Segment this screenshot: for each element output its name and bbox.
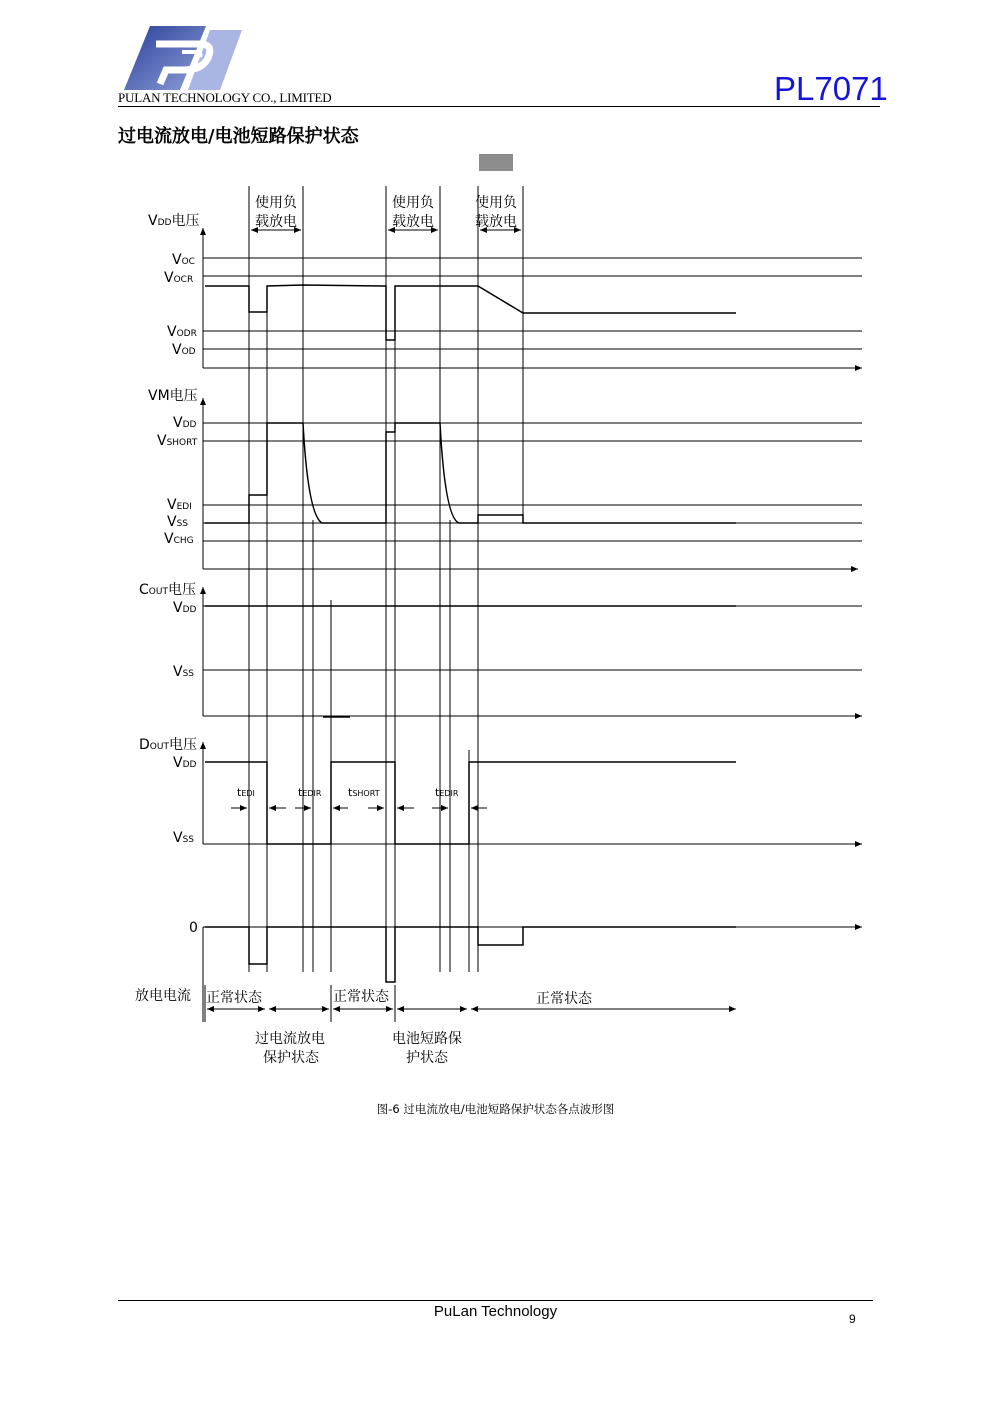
- vm-axis-title: VM电压: [148, 388, 198, 404]
- axes: [203, 228, 862, 1022]
- waveforms: [205, 285, 736, 982]
- tedir-label-1: tEDIR: [298, 786, 322, 799]
- load-label-2-line1: 使用负: [392, 195, 434, 211]
- load-label-1-line2: 载放电: [255, 214, 297, 230]
- section-title: 过电流放电/电池短路保护状态: [118, 126, 359, 147]
- vodr-label: VODR: [167, 324, 197, 340]
- load-label-3-line1: 使用负: [475, 195, 517, 211]
- timing-labels: [237, 786, 459, 799]
- normal-state-2: 正常状态: [333, 989, 389, 1005]
- page-number: 9: [849, 1312, 856, 1326]
- normal-state-3: 正常状态: [536, 991, 592, 1007]
- vedi-label: VEDI: [167, 497, 192, 513]
- vchg-label: VCHG: [164, 531, 194, 547]
- cout-vdd-label: VDD: [173, 600, 197, 616]
- load-label-1-line1: 使用负: [255, 195, 297, 211]
- short-state-line2: 护状态: [406, 1050, 448, 1066]
- model-number: PL7071: [774, 70, 888, 107]
- zero-current-label: 0: [189, 920, 198, 936]
- axis-labels: [135, 212, 199, 1004]
- footer-divider: [118, 1300, 873, 1301]
- vm-vss-label: VSS: [167, 514, 189, 530]
- cout-vss-label: VSS: [173, 664, 195, 680]
- vdd-waveform: [205, 285, 736, 340]
- company-name: PULAN TECHNOLOGY CO., LIMITED: [118, 90, 332, 105]
- dout-waveform: [205, 762, 736, 844]
- cout-axis-title: COUT电压: [139, 582, 196, 598]
- dout-axis-title: DOUT电压: [139, 737, 197, 753]
- load-label-3-line2: 载放电: [475, 214, 517, 230]
- current-axis-title: 放电电流: [135, 988, 191, 1004]
- vm-waveform: [205, 423, 303, 523]
- dout-vdd-label: VDD: [173, 755, 197, 771]
- dout-vss-label: VSS: [173, 830, 195, 846]
- vod-label: VOD: [172, 342, 196, 358]
- tshort-label: tSHORT: [348, 786, 380, 799]
- normal-state-1: 正常状态: [206, 990, 262, 1006]
- overcurrent-state-line1: 过电流放电: [255, 1031, 325, 1047]
- gray-marker: [479, 154, 513, 171]
- load-label-2-line2: 载放电: [392, 214, 434, 230]
- short-state-line1: 电池短路保: [392, 1031, 462, 1047]
- current-waveform: [205, 927, 736, 982]
- vm-decay-2: [440, 423, 736, 523]
- vm-decay-1: [303, 423, 440, 523]
- footer-text: PuLan Technology: [433, 1303, 558, 1320]
- vdd-axis-title: VDD电压: [148, 213, 200, 229]
- tedir-label-2: tEDIR: [435, 786, 459, 799]
- state-labels: [206, 988, 593, 1066]
- figure-caption: 图-6 过电流放电/电池短路保护状态各点波形图: [376, 1102, 615, 1116]
- vshort-label: VSHORT: [157, 433, 198, 449]
- reference-lines: [203, 258, 862, 670]
- tedi-label: tEDI: [237, 786, 255, 799]
- overcurrent-state-line2: 保护状态: [263, 1050, 319, 1066]
- vocr-label: VOCR: [164, 270, 194, 286]
- voc-label: VOC: [172, 252, 195, 268]
- vm-vdd-label: VDD: [173, 415, 197, 431]
